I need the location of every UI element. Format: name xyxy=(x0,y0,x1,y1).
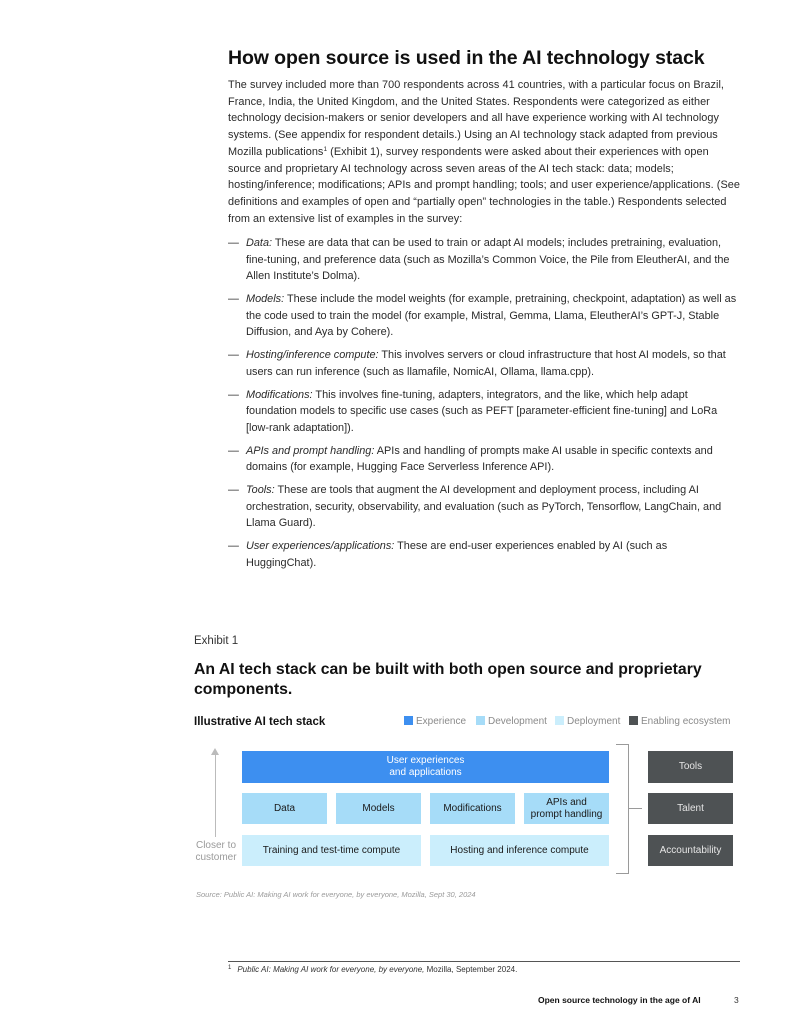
list-item xyxy=(228,482,740,532)
bullet-dash: — xyxy=(228,237,239,249)
intro-text-end: (Exhibit 1), survey respondents were asked about their experiences with open source and proprietary AI technology across seven areas of the AI tech stack: data; models; hosting/inference; modifications; APIs and prompt handling; tools; and user experience/applications. (See definitions and examples of open and “partially open” technologies in the table.) Respondents selected from an extensive list of examples in the survey: xyxy=(228,145,740,225)
footnote-number: 1 xyxy=(228,965,232,971)
bullet-dash: — xyxy=(228,540,239,552)
box-talent: Talent xyxy=(648,793,733,824)
closer-to-customer-label: Closer to customer xyxy=(195,840,237,863)
footnote-divider xyxy=(228,961,740,962)
bullet-dash: — xyxy=(228,293,239,305)
box-apis-prompt-handling: APIs and prompt handling xyxy=(524,793,609,824)
intro-text-start: The survey included more than 700 respondents across 41 countries, with a particular focus on Brazil, France, India, the United Kingdom, and the United States. Respondents were categorized as either technology decision-makers or senior developers and all have experience working with AI technology systems. (See appendix for respondent details.) Using an AI technology stack adapted from previous Mozilla publications xyxy=(228,79,724,158)
footer-publication-title: Open source technology in the age of AI xyxy=(538,995,701,1005)
box-data: Data xyxy=(242,793,327,824)
list-item-term: Models: xyxy=(246,293,285,305)
list-item xyxy=(228,235,740,285)
legend-label: Experience xyxy=(416,716,467,727)
legend-label: Development xyxy=(488,716,547,727)
footnote-rest: Mozilla, September 2024. xyxy=(424,965,518,974)
list-item-term: Hosting/inference compute: xyxy=(246,349,379,361)
exhibit-source: Source: Public AI: Making AI work for everyone, by everyone, Mozilla, Sept 30, 2024 xyxy=(196,890,476,899)
legend-swatch xyxy=(629,716,638,725)
box-modifications: Modifications xyxy=(430,793,515,824)
ecosystem-bracket xyxy=(616,744,629,874)
exhibit-title: An AI tech stack can be built with both open source and proprietary components. xyxy=(194,661,702,698)
list-item xyxy=(228,387,740,437)
list-item-text: APIs and handling of prompts make AI usable in specific contexts and domains (for example, Hugging Face Serverless Inference API). xyxy=(246,444,713,473)
intro-paragraph xyxy=(228,77,740,227)
list-item-text: This involves fine-tuning, adapters, integrators, and the like, which help adapt foundation models to specific use cases (such as PEFT [parameter-efficient fine-tuning] and LoRa [low-rank adaptation]). xyxy=(246,388,718,434)
customer-axis-line xyxy=(215,752,216,837)
legend-swatch xyxy=(555,716,564,725)
stack-area-list xyxy=(228,235,740,578)
footnote-marker[interactable]: 1 xyxy=(323,145,328,153)
box-hosting-inference: Hosting and inference compute xyxy=(430,835,609,866)
legend-swatch xyxy=(476,716,485,725)
list-item-term: Modifications: xyxy=(246,388,313,401)
exhibit-label: Exhibit 1 xyxy=(194,635,239,647)
list-item-term: Tools: xyxy=(246,484,275,496)
legend-enabling-ecosystem xyxy=(629,716,731,727)
list-item-text: These are data that can be used to train or adapt AI models; includes pretraining, evaluation, fine-tuning, and preference data (such as Mozilla’s Common Voice, the Pile from EleutherAI, and the Allen Institute’s Dolma). xyxy=(246,237,730,282)
bullet-dash: — xyxy=(228,349,239,361)
bullet-dash: — xyxy=(228,388,239,401)
footnote-title: Public AI: Making AI work for everyone, by everyone, xyxy=(237,965,425,974)
list-item xyxy=(228,538,740,571)
legend-deployment xyxy=(555,716,620,727)
list-item-text: These are end-user experiences enabled by AI (such as HuggingChat). xyxy=(246,540,668,569)
list-item-text: This involves servers or cloud infrastructure that host AI models, so that users can run inference (such as llamafile, NomicAI, Ollama, llama.cpp). xyxy=(246,349,726,378)
page-number: 3 xyxy=(734,995,739,1005)
legend-swatch xyxy=(404,716,413,725)
ecosystem-bracket-tick xyxy=(628,808,642,809)
legend-development xyxy=(476,716,547,727)
page-title: How open source is used in the AI technology stack xyxy=(228,47,705,69)
box-tools: Tools xyxy=(648,751,733,783)
list-item xyxy=(228,347,740,380)
footnote xyxy=(228,965,517,974)
box-user-experiences: User experiences and applications xyxy=(242,751,609,783)
list-item-term: Data: xyxy=(246,237,273,249)
legend-experience xyxy=(404,716,466,727)
bullet-dash: — xyxy=(228,444,239,457)
legend-label: Deployment xyxy=(567,716,621,727)
list-item-term: APIs and prompt handling: xyxy=(246,444,375,457)
box-accountability: Accountability xyxy=(648,835,733,866)
box-models: Models xyxy=(336,793,421,824)
stack-label: Illustrative AI tech stack xyxy=(194,716,326,728)
list-item-text: These are tools that augment the AI development and deployment process, including AI orchestration, security, observability, and evaluation (such as PyTorch, Tensorflow, LangChain, and Llama Guard). xyxy=(246,484,722,529)
list-item xyxy=(228,443,740,476)
list-item xyxy=(228,291,740,341)
list-item-text: These include the model weights (for example, pretraining, checkpoint, adaptation) as well as the code used to train the model (for example, Mistral, Gemma, Llama, EleutherAI’s GPT-J, Stable Diffusion, and Aya by Cohere). xyxy=(246,293,737,338)
list-item-term: User experiences/applications: xyxy=(246,540,395,552)
box-training-compute: Training and test-time compute xyxy=(242,835,421,866)
bullet-dash: — xyxy=(228,484,239,496)
legend-label: Enabling ecosystem xyxy=(641,716,731,727)
